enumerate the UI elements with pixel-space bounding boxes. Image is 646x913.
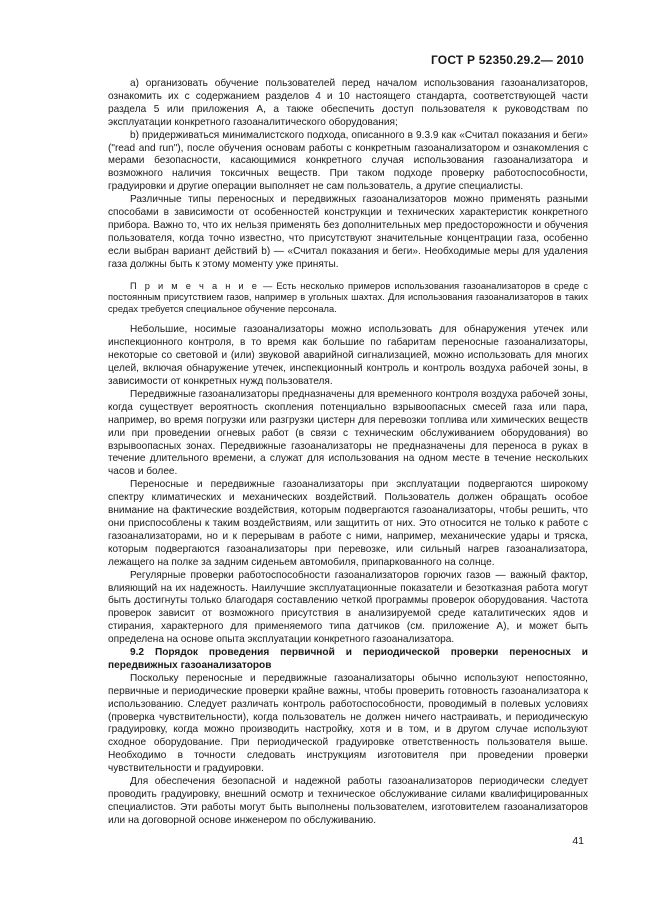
page-number: 41 — [572, 835, 584, 847]
paragraph-portable-small: Небольшие, носимые газоанализаторы можно использовать для обнаружения утечек или инспекционного контроля, в то время как большие по габаритам переносные газоанализаторы, некоторые со световой и (или) звуковой аварийной сигнализацией, можно использовать для многих целей, включая обнаружение утечек, инспекционный контроль и контроль воздуха рабочей зоны, в зависимости от конкретных нужд пользователя. — [108, 324, 588, 387]
section-heading-9-2: 9.2 Порядок проведения первичной и периодической проверки переносных и передвижных газоанализаторов — [108, 647, 588, 671]
note-text: — Есть несколько примеров использования газоанализаторов в среде с постоянным присутствием газов, например в угольных шахтах. Для использования газоанализаторов в таких средах требуется специальное обучение персонала. — [108, 280, 588, 314]
paragraph-environment: Переносные и передвижные газоанализаторы при эксплуатации подвергаются широкому спектру климатических и механических воздействий. Пользователь должен обращать особое внимание на фактические воздействия, которым подвергаются газоанализаторы, чтобы решить, что они приспособлены к таким воздействиям, или защитить от них. Это относится не только к работе с газоанализаторами, но и к перерывам в работе с ними, например, механические удары и тряска, которым подвергаются газоанализаторы при перевозке, или сильный нагрев газоанализатора, лежащего на полке за задним сиденьем автомобиля, припаркованного на солнце. — [108, 479, 588, 568]
body-text — [108, 78, 588, 828]
paragraph-types-usage: Различные типы переносных и передвижных газоанализаторов можно применять разными способами в зависимости от особенностей конструкции и технических характеристик конкретного прибора. Важно то, что их нельзя применять без дополнительных мер предосторожности и обучения пользователя, когда точно известно, что присутствуют значительные концентрации газа, особенно если выбран вариант действий b) — «Считал показания и беги». Необходимые меры для удаления газа должны быть к этому моменту уже приняты. — [108, 194, 588, 270]
paragraph-transportable: Передвижные газоанализаторы предназначены для временного контроля воздуха рабочей зоны, когда существует вероятность скопления потенциально взрывоопасных смесей газа или пара, например, во время погрузки или разгрузки цистерн для перевозки топлива или химических веществ или при проведении огневых работ (в связи с техническим обслуживанием оборудования) во взрывоопасных зонах. Передвижные газоанализаторы не предназначены для переноса в руках в течение длительного времени, а служат для использования на одном месте в течение нескольких часов и более. — [108, 388, 588, 478]
note — [108, 281, 588, 316]
paragraph-regular-checks: Регулярные проверки работоспособности газоанализаторов горючих газов — важный фактор, влияющий на их надежность. Наилучшие эксплуатационные показатели и безотказная работа могут быть достигнуты только благодаря составлению четкой программы проверок оборудования. Частота проверок зависит от возможного присутствия в анализируемой среде каталитических ядов и стирания, характерного для применяемого типа датчиков (см. приложение А), и может быть определена на основе опыта эксплуатации конкретного газоанализатора. — [108, 569, 588, 646]
paragraph-item-a: а) организовать обучение пользователей перед началом использования газоанализаторов, ознакомить их с содержанием разделов 4 и 10 настоящего стандарта, соответствующей части раздела 5 или приложения А, а также обеспечить доступ пользователя к руководствам по эксплуатации конкретного газоаналитического оборудования; — [108, 78, 588, 128]
paragraph-maintenance: Для обеспечения безопасной и надежной работы газоанализаторов периодически следует проводить градуировку, внешний осмотр и техническое обслуживание силами квалифицированных специалистов. Эти работы могут быть выполнены пользователем, изготовителем газоанализаторов или на договорной основе инженером по обслуживанию. — [108, 776, 588, 826]
paragraph-item-b: b) придерживаться минималистского подхода, описанного в 9.3.9 как «Считал показания и беги» ("read and run"), после обучения основам работы с конкретным газоанализатором и ознакомления с мерами безопасности, касающимися конкретного случая использования газоанализатора и возможного наличия токсичных веществ. При таком подходе проверку работоспособности, градуировки и другие операции выполняет не сам пользователь, а другие специалисты. — [108, 129, 588, 193]
note-label: П р и м е ч а н и е — [130, 280, 259, 291]
standard-header: ГОСТ Р 52350.29.2— 2010 — [430, 53, 584, 67]
paragraph-checks-importance: Поскольку переносные и передвижные газоанализаторы обычно используют непостоянно, первичные и периодические проверки крайне важны, чтобы проверить готовность газоанализатора к использованию. Следует различать контроль работоспособности, проводимый в полевых условиях (проверка чувствительности), когда пользователь не должен ничего настраивать, и периодическую градуировку, когда можно производить настройку, хотя и в том, и в другом случае используют сходное оборудование. При периодической градуировке ответственность пользователя выше. Необходимо в точности следовать инструкциям изготовителя при проведении проверки чувствительности и градуировки. — [108, 672, 588, 775]
